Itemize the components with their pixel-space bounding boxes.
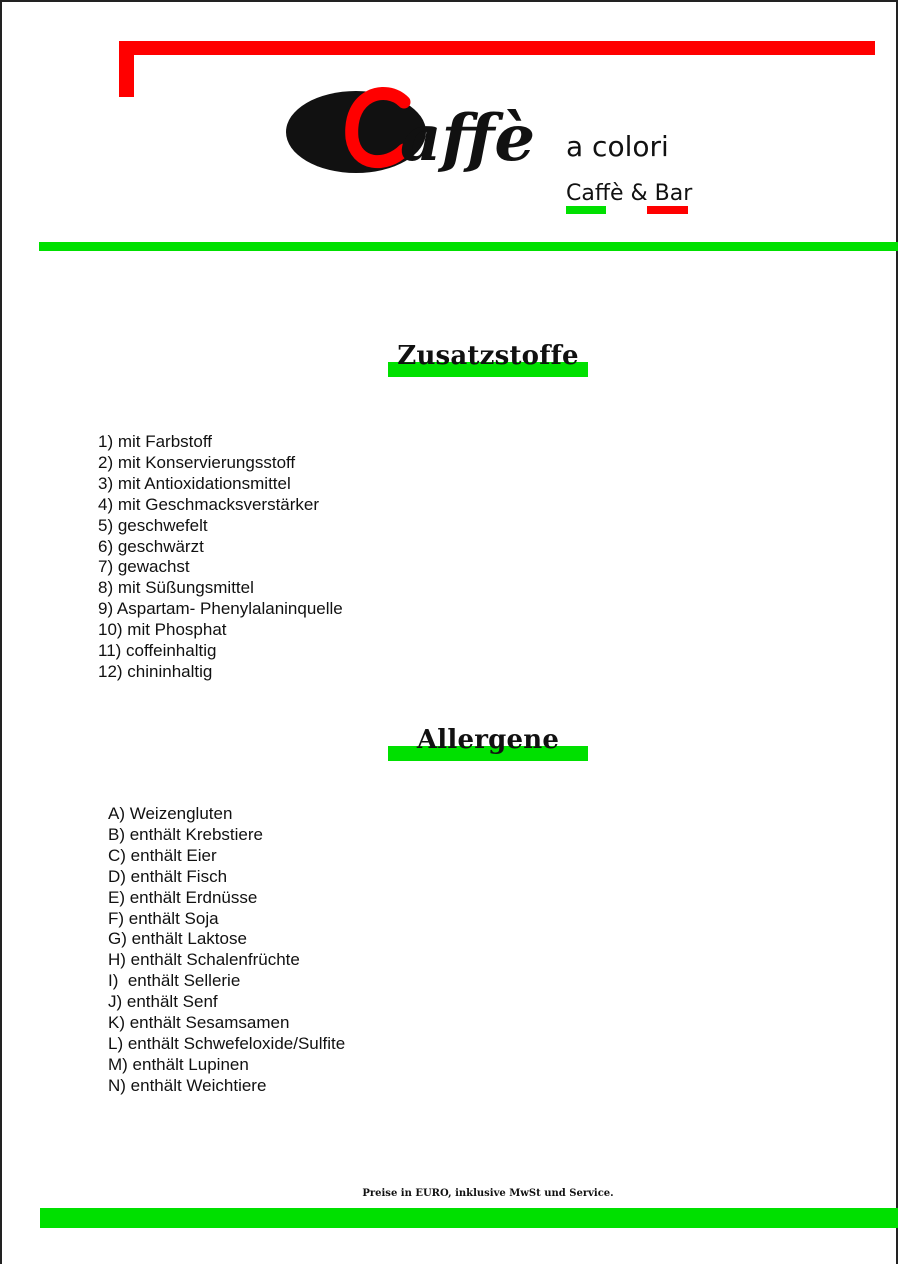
cafe-logo xyxy=(286,80,696,220)
logo-tagline: a colori xyxy=(566,130,669,163)
allergene-item: I) enthält Sellerie xyxy=(108,971,241,991)
zusatzstoffe-item: 5) geschwefelt xyxy=(98,515,208,535)
zusatzstoffe-heading-block xyxy=(388,341,588,377)
allergene-item: M) enthält Lupinen xyxy=(108,1054,249,1074)
allergene-item: A) Weizengluten xyxy=(108,804,233,823)
zusatzstoffe-list xyxy=(98,432,343,683)
red-corner-bar xyxy=(119,41,134,97)
zusatzstoffe-item: 12) chininhaltig xyxy=(98,661,213,681)
allergene-item: L) enthält Schwefeloxide/Sulfite xyxy=(108,1033,346,1053)
green-divider-top xyxy=(39,242,898,251)
allergene-item: E) enthält Erdnüsse xyxy=(108,887,258,907)
allergene-item: H) enthält Schalenfrüchte xyxy=(108,950,300,970)
zusatzstoffe-item: 10) mit Phosphat xyxy=(98,620,227,640)
green-divider-bottom xyxy=(40,1208,898,1228)
allergene-heading-block xyxy=(388,725,588,761)
allergene-item: C) enthält Eier xyxy=(108,845,217,865)
zusatzstoffe-item: 2) mit Konservierungsstoff xyxy=(98,452,296,472)
allergene-item: D) enthält Fisch xyxy=(108,866,228,886)
cafe-logo-graphic xyxy=(286,80,696,220)
allergene-item: N) enthält Weichtiere xyxy=(108,1075,267,1095)
allergene-item: G) enthält Laktose xyxy=(108,929,247,949)
logo-brand-text: affè xyxy=(400,101,536,176)
zusatzstoffe-item: 8) mit Süßungsmittel xyxy=(98,578,254,598)
allergene-item: F) enthält Soja xyxy=(108,908,219,928)
zusatzstoffe-item: 7) gewachst xyxy=(98,557,190,577)
allergene-list xyxy=(108,804,345,1097)
zusatzstoffe-item: 1) mit Farbstoff xyxy=(98,432,212,451)
flag-green-stripe xyxy=(566,206,606,214)
zusatzstoffe-item: 6) geschwärzt xyxy=(98,536,204,556)
flag-red-stripe xyxy=(647,206,688,214)
logo-subtitle: Caffè & Bar xyxy=(566,181,693,206)
flag-white-stripe xyxy=(606,206,647,214)
allergene-title: Allergene xyxy=(416,725,560,755)
red-top-bar xyxy=(119,41,875,55)
zusatzstoffe-item: 4) mit Geschmacksverstärker xyxy=(98,494,320,514)
allergene-item: J) enthält Senf xyxy=(108,992,218,1012)
zusatzstoffe-title: Zusatzstoffe xyxy=(397,341,579,371)
allergene-item: K) enthält Sesamsamen xyxy=(108,1013,290,1033)
zusatzstoffe-item: 11) coffeinhaltig xyxy=(98,641,217,661)
zusatzstoffe-item: 9) Aspartam- Phenylalaninquelle xyxy=(98,599,343,619)
zusatzstoffe-item: 3) mit Antioxidationsmittel xyxy=(98,473,291,493)
allergene-item: B) enthält Krebstiere xyxy=(108,824,263,844)
price-footnote: Preise in EURO, inklusive MwSt und Service. xyxy=(362,1188,614,1199)
